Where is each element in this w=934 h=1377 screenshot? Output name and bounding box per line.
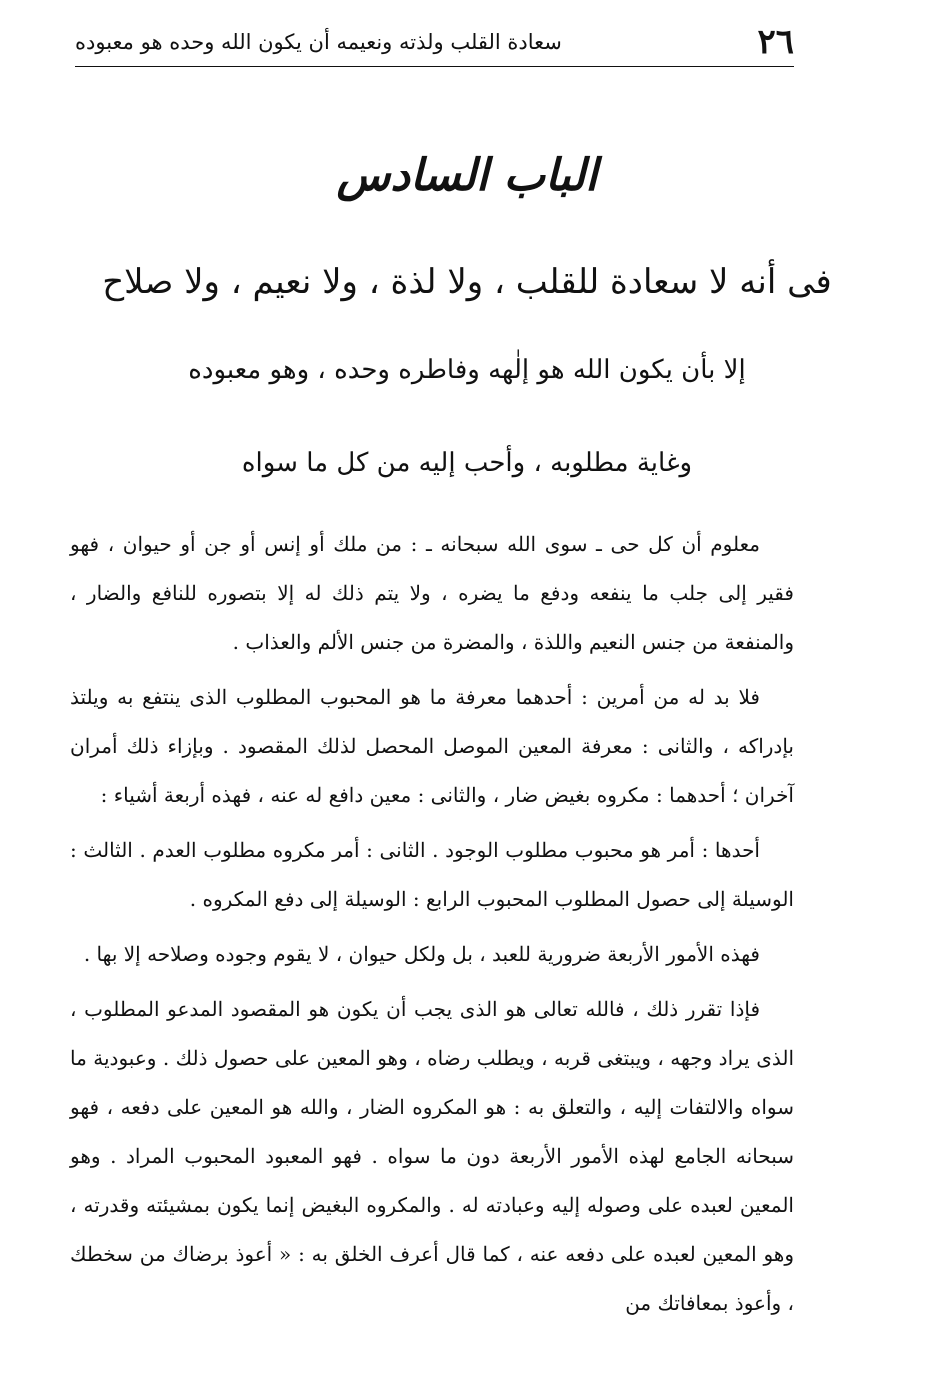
running-header	[75, 18, 794, 66]
page-number: ٢٦	[757, 22, 794, 62]
paragraph: فهذه الأمور الأربعة ضرورية للعبد ، بل ولكل حيوان ، لا يقوم وجوده وصلاحه إلا بها .	[83, 942, 760, 966]
body-text	[70, 520, 794, 1334]
paragraph: أحدها : أمر هو محبوب مطلوب الوجود . الثانى : أمر مكروه مطلوب العدم . الثالث : الوسيلة إلى حصول المطلوب المحبوب الرابع : الوسيلة إلى دفع المكروه .	[70, 838, 794, 911]
chapter-heading: الباب السادس	[336, 150, 598, 201]
running-title: سعادة القلب ولذته ونعيمه أن يكون الله وحده هو معبوده	[75, 30, 562, 54]
paragraph: معلوم أن كل حى ـ سوى الله سبحانه ـ : من ملك أو إنس أو جن أو حيوان ، فهو فقير إلى جلب ما ينفعه ودفع ما يضره ، ولا يتم ذلك له إلا بتصوره للنافع والضار ، والمنفعة من جنس النعيم واللذة ، والمضرة من جنس الألم والعذاب .	[70, 532, 794, 654]
chapter-subtitle-line-2: إلا بأن يكون الله هو إلٰهه وفاطره وحده ، وهو معبوده	[188, 355, 746, 385]
chapter-subtitle-line-1: فى أنه لا سعادة للقلب ، ولا لذة ، ولا نعيم ، ولا صلاح	[102, 262, 832, 302]
paragraph: فإذا تقرر ذلك ، فالله تعالى هو الذى يجب أن يكون هو المقصود المدعو المطلوب ، الذى يراد وجهه ، ويبتغى قربه ، ويطلب رضاه ، وهو المعين على حصول ذلك . وعبودية ما سواه والالتفات إليه ، والتعلق به : هو المكروه الضار ، والله هو المعين على دفعه ، فهو سبحانه الجامع لهذه الأمور الأربعة دون ما سواه . فهو المعبود المحبوب المراد . وهو المعين لعبده على وصوله إليه وعبادته له . والمكروه البغيض إنما يكون بمشيئته وقدرته ، وهو المعين لعبده على دفعه عنه ، كما قال أعرف الخلق به : « أعوذ برضاك من سخطك ، وأعوذ بمعافاتك من	[70, 997, 795, 1315]
paragraph: فلا بد له من أمرين : أحدهما معرفة ما هو المحبوب المطلوب الذى ينتفع به ويلتذ بإدراكه ، والثانى : معرفة المعين الموصل المحصل لذلك المقصود . وبإزاء ذلك أمران آخران ؛ أحدهما : مكروه بغيض ضار ، والثانى : معين دافع له عنه ، فهذه أربعة أشياء :	[70, 685, 794, 807]
header-rule	[75, 66, 794, 67]
chapter-subtitle-line-3: وغاية مطلوبه ، وأحب إليه من كل ما سواه	[241, 448, 693, 478]
